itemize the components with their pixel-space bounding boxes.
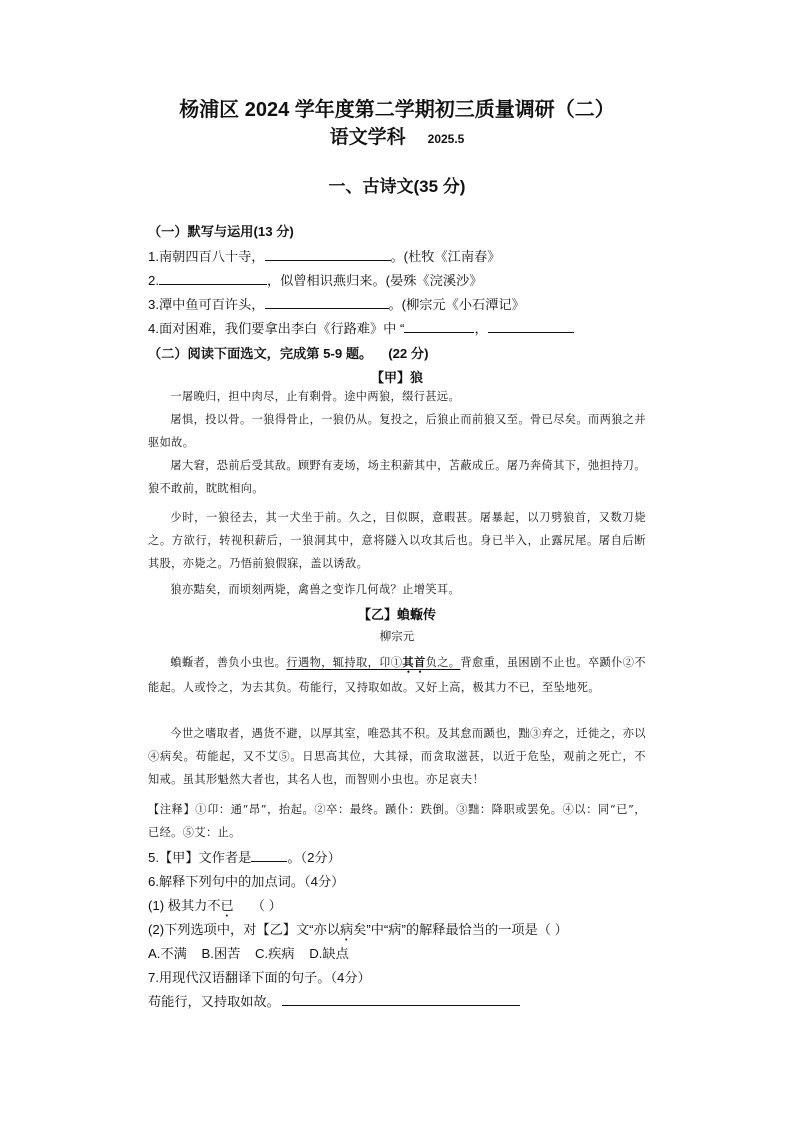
jia-paragraph-3: 屠大窘，恐前后受其敌。顾野有麦场，场主积薪其中，苫蔽成丘。屠乃奔倚其下，弛担持刀。狼不敢前，眈眈相向。 [148,459,646,495]
exam-date: 2025.5 [427,132,465,146]
part2-heading [148,343,429,362]
question-5 [148,847,341,866]
yi-p1-underlined-end: 负之。 [425,656,461,669]
passage-yi-author: 柳宗元 [379,629,415,643]
jia-paragraph-1: 一屠晚归，担中肉尽，止有剩骨。途中两狼，缀行甚远。 [170,390,461,403]
q4-comma: ， [474,321,488,336]
q4-blank-1[interactable] [404,320,474,333]
q2-number: 2. [148,273,159,288]
q4-text: 4.面对困难，我们要拿出李白《行路难》中 “ [148,321,405,336]
question-6-2 [148,919,568,944]
exam-subtitle [0,122,794,149]
q6-1-answer-paren[interactable]: （ ） [251,898,282,913]
q5-score: 。（2分） [287,850,341,865]
yi-p1-dotted-word: 其首 [402,655,426,669]
yi-p1-note-mark: ① [390,656,403,669]
jia-paragraph-4: 少时，一狼径去，其一犬坐于前。久之，目似瞑，意暇甚。屠暴起，以刀劈狼首，又数刀毙之。方欲行，转视积薪后，一狼洞其中，意将隧入以攻其后也。身已半入，止露尻尾。屠自后断其股，亦毙之。乃悟前狼假寐，盖以诱敌。 [148,511,646,570]
q4-blank-2[interactable] [488,320,574,333]
question-6-options[interactable]: A.不满 B.困苦 C.疾病 D.缺点 [148,946,349,961]
yi-annotation: 【注释】①卬：通“昂”，抬起。②卒：最终。踬仆：跌倒。③黜：降职或罢免。④以：同“已”，已经。⑤艾：止。 [148,803,646,839]
q2-text: ，似曾相识燕归来。(晏殊《浣溪沙》 [267,273,483,288]
q6-1-text: (1) 极其力不 [148,898,221,913]
part2-score: (22 分) [388,346,429,361]
question-6-1 [148,895,282,920]
part2-heading-text: （二）阅读下面选文，完成第 5-9 题。 [148,346,373,361]
q2-blank[interactable] [159,272,267,285]
subject-label: 语文学科 [329,127,406,148]
jia-paragraph-5: 狼亦黠矣，而顷刻两毙，禽兽之变诈几何哉？止增笑耳。 [170,583,461,596]
part1-heading: （一）默写与运用(13 分) [148,224,294,239]
q7-sentence-text: 苟能行，又持取如故。 [148,994,280,1009]
q1-blank[interactable] [265,248,391,261]
q6-2-text: (2)下列选项中，对【乙】文“亦以 [148,922,340,937]
question-7: 7.用现代汉语翻译下面的句子。（4分） [148,970,371,985]
q1-source: 。(杜牧《江南春》 [390,249,501,264]
yi-paragraph-1 [148,651,646,699]
yi-paragraph-2: 今世之嗜取者，遇货不避，以厚其室，唯恐其不积。及其怠而踬也，黜③弃之，迁徙之，亦以④病矣。苟能起，又不艾⑤。日思高其位，大其禄，而贪取滋甚，以近于危坠，观前之死亡，不知戒。虽其形魁然大者也，其名人也，而智则小虫也。亦足哀夫！ [148,727,646,786]
question-6: 6.解释下列句中的加点词。（4分） [148,874,345,889]
exam-title: 杨浦区 2024 学年度第二学期初三质量调研（二） [179,99,615,121]
q1-text: 1.南朝四百八十寺， [148,249,265,264]
passage-jia-title: 【甲】狼 [370,370,423,385]
yi-p1-underlined: 行遇物，辄持取，卬 [286,656,391,669]
question-2 [148,270,482,289]
question-1 [148,246,500,265]
q3-blank[interactable] [265,296,389,309]
q3-text: 3.潭中鱼可百许头， [148,297,265,312]
section-title: 一、古诗文(35 分) [328,177,466,196]
yi-p1-start: 蝜蝂者，善负小虫也。 [170,656,287,669]
q5-text: 5.【甲】文作者是 [148,850,252,865]
question-7-sentence [148,991,520,1010]
passage-yi-title: 【乙】蝜蝂传 [357,607,436,622]
q7-answer-blank[interactable] [282,993,520,1006]
q6-2-dotted-word: 病 [339,922,354,937]
jia-paragraph-2: 屠惧，投以骨。一狼得骨止，一狼仍从。复投之，后狼止而前狼又至。骨已尽矣。而两狼之并驱如故。 [148,413,646,449]
question-3 [148,294,525,313]
q6-2-text-end[interactable]: 矣”中“病”的解释最恰当的一项是（ ） [353,922,568,937]
q3-source: 。(柳宗元《小石潭记》 [388,297,525,312]
q6-1-dotted-word: 已 [220,898,234,913]
q5-blank[interactable] [251,849,287,862]
question-4 [148,318,574,337]
yi-p1-rest: 背愈重，虽困剧不止也。卒踬仆②不能起。人或怜之，为去其负。苟能行，又持取如故。又好上高，极其力不已，至坠地死。 [148,656,646,694]
